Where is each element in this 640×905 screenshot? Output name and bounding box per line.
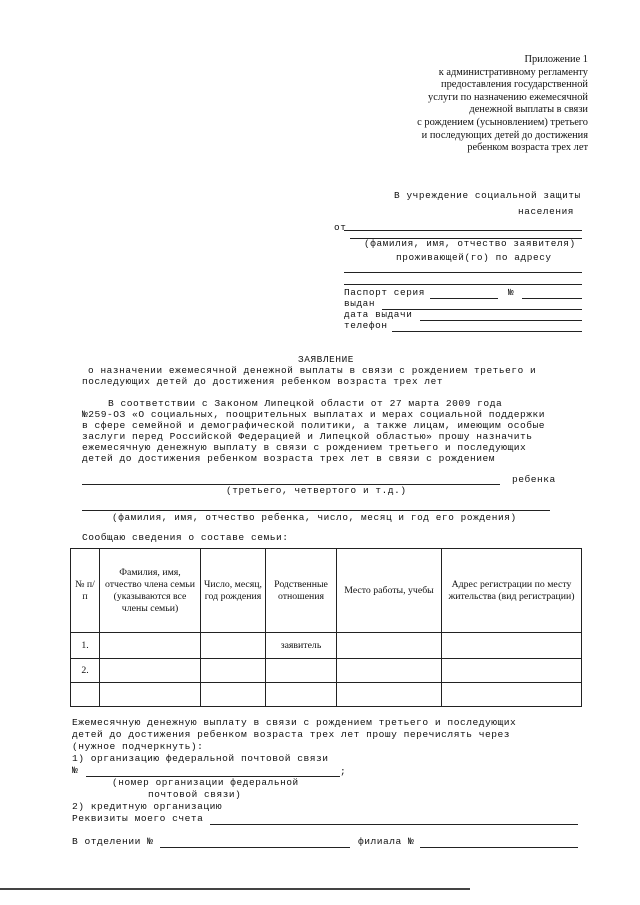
cell-birthdate[interactable] xyxy=(201,633,266,659)
cell-number: 1. xyxy=(71,633,100,659)
family-intro: Сообщаю сведения о составе семьи: xyxy=(82,532,289,543)
branch-field[interactable] xyxy=(160,847,350,848)
title-subtitle-2: последующих детей до достижения ребенком возраста трех лет xyxy=(82,376,444,387)
addressee-line1: В учреждение социальной защиты xyxy=(394,190,581,201)
cell-birthdate[interactable] xyxy=(201,659,266,683)
cell-address[interactable] xyxy=(442,683,582,707)
cell-address[interactable] xyxy=(442,659,582,683)
order-hint: (третьего, четвертого и т.д.) xyxy=(226,485,407,496)
appendix-line: к административному регламенту xyxy=(438,66,588,78)
title-subtitle-1: о назначении ежемесячной денежной выплаты в связи с рождением третьего и xyxy=(88,365,537,376)
passport-number-field[interactable] xyxy=(522,298,582,299)
option-credit-org[interactable]: 2) кредитную организацию xyxy=(72,801,223,812)
child-word: ребенка xyxy=(512,474,556,485)
filial-field[interactable] xyxy=(420,847,578,848)
from-label: от xyxy=(334,222,347,233)
passport-number-label: № xyxy=(508,287,515,298)
passport-series-field[interactable] xyxy=(430,298,498,299)
issue-date-label: дата выдачи xyxy=(344,309,413,320)
col-header-name: Фамилия, имя, отчество члена семьи (указываются все члены семьи) xyxy=(100,549,201,633)
cell-relation[interactable] xyxy=(266,683,337,707)
col-header-birthdate: Число, месяц, год рождения xyxy=(201,549,266,633)
address-field-1[interactable] xyxy=(344,272,582,273)
col-header-relation: Родственные отношения xyxy=(266,549,337,633)
child-name-field[interactable] xyxy=(82,510,550,511)
post-number-label: № xyxy=(72,765,79,776)
table-row xyxy=(71,633,582,659)
issued-label: выдан xyxy=(344,298,376,309)
branch-label: В отделении № xyxy=(72,836,154,847)
phone-label: телефон xyxy=(344,320,388,331)
appendix-line: денежной выплаты в связи xyxy=(469,104,588,116)
requisites-label: Реквизиты моего счета xyxy=(72,813,204,824)
post-hint-1: (номер организации федеральной xyxy=(112,777,299,788)
scan-edge-line xyxy=(0,888,470,890)
cell-workplace[interactable] xyxy=(337,633,442,659)
cell-birthdate[interactable] xyxy=(201,683,266,707)
filial-label: филиала № xyxy=(358,836,415,847)
cell-relation[interactable] xyxy=(266,659,337,683)
payment-line-2: детей до достижения ребенком возраста трех лет прошу перечислять через xyxy=(72,729,511,740)
appendix-line: Приложение 1 xyxy=(524,54,588,65)
table-header-row xyxy=(71,549,582,633)
appendix-line: и последующих детей до достижения xyxy=(421,129,588,141)
table-row xyxy=(71,659,582,683)
cell-name[interactable] xyxy=(100,659,201,683)
phone-field[interactable] xyxy=(392,331,582,332)
post-hint-2: почтовой связи) xyxy=(148,789,242,800)
addressee-line2: населения xyxy=(518,206,575,217)
cell-workplace[interactable] xyxy=(337,659,442,683)
account-field[interactable] xyxy=(210,824,578,825)
cell-address[interactable] xyxy=(442,633,582,659)
addressee-blank[interactable] xyxy=(344,230,582,231)
cell-name[interactable] xyxy=(100,633,201,659)
passport-series-label: Паспорт серия xyxy=(344,287,425,298)
body-line-2: №259-ОЗ «О социальных, поощрительных выплатах и мерах социальной поддержки xyxy=(82,409,546,420)
fio-hint: (фамилия, имя, отчество заявителя) xyxy=(364,238,576,249)
payment-line-3: (нужное подчеркнуть): xyxy=(72,741,204,752)
body-line-5: ежемесячную денежную выплату в связи с рождением третьего и последующих xyxy=(82,442,527,453)
body-line-6: детей до достижения ребенком возраста трех лет в связи с рождением xyxy=(82,453,495,464)
cell-number xyxy=(71,683,100,707)
residing-label: проживающей(го) по адресу xyxy=(396,252,552,263)
option-post-office[interactable]: 1) организацию федеральной почтовой связи xyxy=(72,753,329,764)
col-header-number: № п/п xyxy=(71,549,100,633)
family-table xyxy=(70,548,582,707)
body-line-1: В соответствии с Законом Липецкой области от 27 марта 2009 года xyxy=(108,398,503,409)
appendix-line: предоставления государственной xyxy=(441,79,588,91)
address-field-2[interactable] xyxy=(344,284,582,285)
child-hint: (фамилия, имя, отчество ребенка, число, месяц и год его рождения) xyxy=(112,512,517,523)
issue-date-field[interactable] xyxy=(420,320,582,321)
payment-line-1: Ежемесячную денежную выплату в связи с рождением третьего и последующих xyxy=(72,717,517,728)
appendix-line: с рождением (усыновлением) третьего xyxy=(417,116,588,128)
body-line-4: заслуги перед Российской Федерацией и Липецкой областью» прошу назначить xyxy=(82,431,533,442)
cell-relation: заявитель xyxy=(266,633,337,659)
table-row xyxy=(71,683,582,707)
body-line-3: в сфере семейной и демографической политики, а также лицам, имеющим особые xyxy=(82,420,546,431)
document-title: ЗАЯВЛЕНИЕ xyxy=(298,354,355,365)
appendix-line: ребенком возраста трех лет xyxy=(467,142,588,154)
col-header-workplace: Место работы, учебы xyxy=(337,549,442,633)
appendix-line: услуги по назначению ежемесячной xyxy=(428,91,588,103)
cell-number: 2. xyxy=(71,659,100,683)
semicolon: ; xyxy=(340,766,347,777)
cell-workplace[interactable] xyxy=(337,683,442,707)
col-header-address: Адрес регистрации по месту жительства (вид регистрации) xyxy=(442,549,582,633)
cell-name[interactable] xyxy=(100,683,201,707)
appendix-block xyxy=(378,54,588,155)
